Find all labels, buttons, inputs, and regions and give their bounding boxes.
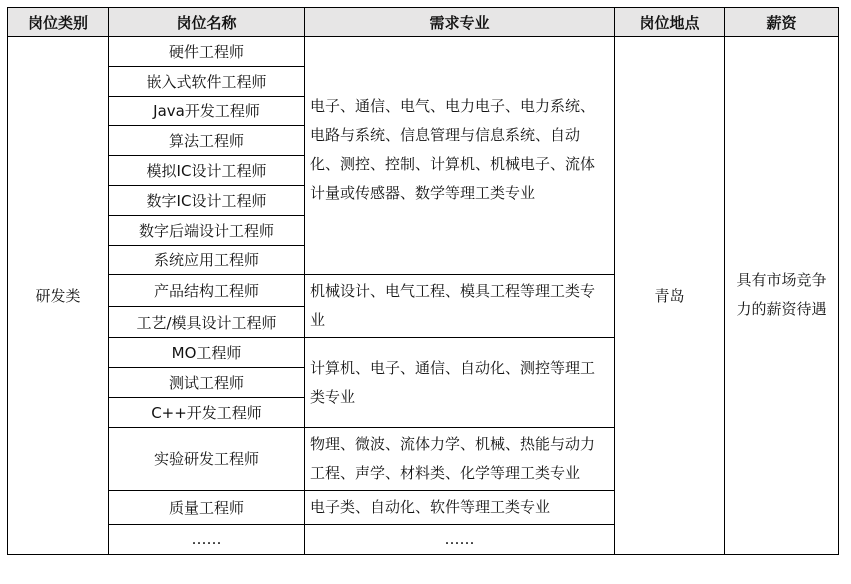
salary-cell: 具有市场竞争力的薪资待遇 <box>725 37 839 555</box>
position-name: 模拟IC设计工程师 <box>109 156 305 186</box>
requirement-ellipsis: …… <box>305 524 615 554</box>
position-name: Java开发工程师 <box>109 96 305 126</box>
position-name: C++开发工程师 <box>109 397 305 427</box>
position-name: 质量工程师 <box>109 490 305 524</box>
table-row <box>8 37 839 67</box>
category-cell: 研发类 <box>8 37 109 555</box>
position-name: 嵌入式软件工程师 <box>109 66 305 96</box>
requirement-text: 机械设计、电气工程、模具工程等理工类专业 <box>305 275 615 338</box>
position-name: 工艺/模具设计工程师 <box>109 306 305 338</box>
header-salary: 薪资 <box>725 8 839 37</box>
header-position-name: 岗位名称 <box>109 8 305 37</box>
requirement-text: 计算机、电子、通信、自动化、测控等理工类专业 <box>305 338 615 427</box>
position-name: 算法工程师 <box>109 126 305 156</box>
location-cell: 青岛 <box>615 37 725 555</box>
requirement-text: 电子、通信、电气、电力电子、电力系统、电路与系统、信息管理与信息系统、自动化、测控、控制、计算机、机械电子、流体计量或传感器、数学等理工类专业 <box>305 37 615 275</box>
position-name: 数字后端设计工程师 <box>109 215 305 245</box>
header-required-major: 需求专业 <box>305 8 615 37</box>
header-location: 岗位地点 <box>615 8 725 37</box>
position-ellipsis: …… <box>109 524 305 554</box>
position-name: 实验研发工程师 <box>109 427 305 490</box>
header-row <box>8 8 839 37</box>
requirement-text: 物理、微波、流体力学、机械、热能与动力工程、声学、材料类、化学等理工类专业 <box>305 427 615 490</box>
requirement-text: 电子类、自动化、软件等理工类专业 <box>305 490 615 524</box>
recruitment-table <box>7 7 839 555</box>
position-name: 硬件工程师 <box>109 37 305 67</box>
header-category: 岗位类别 <box>8 8 109 37</box>
position-name: 测试工程师 <box>109 368 305 398</box>
position-name: 产品结构工程师 <box>109 275 305 307</box>
position-name: 数字IC设计工程师 <box>109 185 305 215</box>
position-name: MO工程师 <box>109 338 305 368</box>
position-name: 系统应用工程师 <box>109 245 305 275</box>
